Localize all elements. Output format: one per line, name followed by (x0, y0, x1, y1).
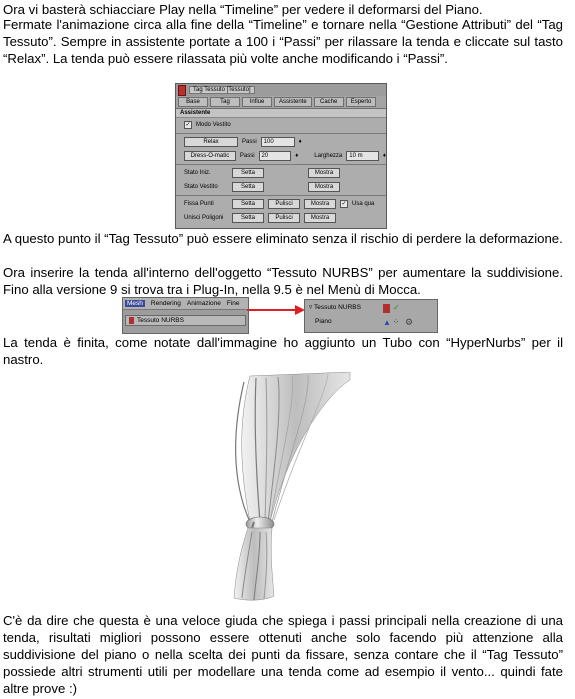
sew-polygons-set-button[interactable]: Setta (232, 213, 264, 223)
tab-influence[interactable]: Influe (242, 97, 272, 107)
plane-icon: ▲ (383, 318, 391, 327)
menu-bar (123, 298, 248, 310)
dress-state-label: Stato Vestito (184, 184, 218, 190)
paragraph-1: Ora vi basterà schiacciare Play nella “Timeline” per vedere il deformarsi del Piano. (3, 2, 483, 17)
cloth-tag-icon-small[interactable] (383, 304, 390, 313)
object-manager-screenshot (304, 299, 438, 333)
menu-item-rendering[interactable]: Rendering (150, 300, 181, 307)
paragraph-2: Fermate l'animazione circa alla fine della “Timeline” e tornare nella “Gestione Attributi” del “Tag Tessuto”. Sempre in assistente portate a 100 i “Passi” per rilassare la tenda e cliccate sul tasto “Relax”. La tenda può essere rilassata più volte anche modificando i “Passi”. (3, 17, 563, 66)
cloth-tag-attribute-panel (175, 83, 387, 229)
attribute-panel-title: Tag Tessuto [Tessuto] (189, 86, 255, 94)
checkmark-icon[interactable]: ✓ (393, 303, 400, 312)
width-label: Larghezza (314, 153, 343, 159)
paragraph-6: C'è da dire che questa è una veloce giuda che spiega i passi principali nella creazione di una tenda, risultati migliori possono essere ottenuti anche solo facendo più attenzione alla suddivisione del piano o nella scelta dei punti da fissare, senza contare che il “Tag Tessuto” possiede altri strumenti utili per modellare una tenda come ad esempio il vento... quindi fate altre prove :) (3, 613, 563, 696)
curtain-render-image (210, 372, 360, 604)
material-tags-icon[interactable]: ⚙ (405, 317, 414, 327)
width-field[interactable]: 10 m (346, 151, 379, 161)
menu-item-mesh[interactable]: Mesh (127, 300, 143, 307)
fix-points-clear-button[interactable]: Pulisci (268, 199, 300, 209)
assistant-section-header: Assistente (176, 109, 386, 118)
object-label-cloth-nurbs: Tessuto NURBS (313, 304, 361, 311)
tab-expert[interactable]: Esperto (346, 97, 377, 107)
steps-label-2: Passi (239, 153, 255, 159)
tab-assistant[interactable]: Assistente (274, 97, 312, 107)
dress-state-show-button[interactable]: Mostra (308, 182, 340, 192)
cloth-tag-icon (178, 85, 186, 96)
cloth-nurbs-icon (129, 317, 134, 324)
fix-points-label: Fissa Punti (184, 201, 214, 207)
sew-polygons-label: Unisci Poligoni (184, 215, 224, 221)
use-label: Usa qua (352, 201, 375, 207)
attribute-tabs (176, 96, 386, 109)
cloth-nurbs-menu-label: Tessuto NURBS (137, 317, 184, 324)
steps-field[interactable]: 100 (261, 137, 295, 147)
steps-stepper-icon-2[interactable]: ♦ (295, 153, 299, 159)
sew-polygons-clear-button[interactable]: Pulisci (268, 213, 300, 223)
width-stepper-icon[interactable]: ♦ (382, 153, 386, 159)
cloth-nurbs-menu-entry[interactable] (125, 315, 246, 326)
tab-cache[interactable]: Cache (314, 97, 344, 107)
dress-mode-label: Modo Vestito (196, 122, 231, 128)
tab-base[interactable]: Base (178, 97, 208, 107)
fix-points-set-button[interactable]: Setta (232, 199, 264, 209)
expand-toggle-icon[interactable]: ▿ (309, 304, 313, 311)
use-checkbox[interactable]: ✓ (341, 201, 347, 207)
steps-stepper-icon[interactable]: ♦ (298, 139, 302, 145)
init-state-show-button[interactable]: Mostra (308, 168, 340, 178)
paragraph-4: Ora inserire la tenda all'interno dell'oggetto “Tessuto NURBS” per aumentare la suddivisione. Fino alla versione 9 si trova tra i Plug-In, nella 9.5 è nel Menù di Mocca. (3, 265, 563, 297)
dress-o-matic-button[interactable]: Dress-O-matic (184, 151, 236, 161)
object-label-plane: Piano (315, 318, 332, 325)
red-arrow-icon (247, 303, 307, 317)
init-state-label: Stato Iniz. (184, 170, 211, 176)
dots-icon[interactable]: ⁘ (393, 319, 399, 326)
dress-state-set-button[interactable]: Setta (232, 182, 264, 192)
paragraph-5: La tenda è finita, come notate dall'immagine ho aggiunto un Tubo con “HyperNurbs” per il nastro. (3, 335, 563, 367)
menu-item-animation[interactable]: Animazione (186, 300, 221, 307)
tab-tag[interactable]: Tag (210, 97, 240, 107)
fix-points-show-button[interactable]: Mostra (304, 199, 336, 209)
steps-field-2[interactable]: 20 (259, 151, 292, 161)
menu-screenshot (122, 297, 249, 334)
object-row-plane[interactable] (315, 318, 332, 325)
paragraph-3: A questo punto il “Tag Tessuto” può essere eliminato senza il rischio di perdere la deformazione. (3, 231, 563, 246)
sew-polygons-show-button[interactable]: Mostra (304, 213, 336, 223)
object-row-cloth-nurbs[interactable] (309, 303, 361, 311)
steps-label: Passi (242, 139, 257, 145)
dress-mode-checkbox[interactable]: ✓ (185, 122, 191, 128)
relax-button[interactable]: Relax (184, 137, 238, 147)
init-state-set-button[interactable]: Setta (232, 168, 264, 178)
attribute-panel-titlebar (176, 84, 386, 96)
menu-item-window[interactable]: Fine (226, 300, 240, 307)
